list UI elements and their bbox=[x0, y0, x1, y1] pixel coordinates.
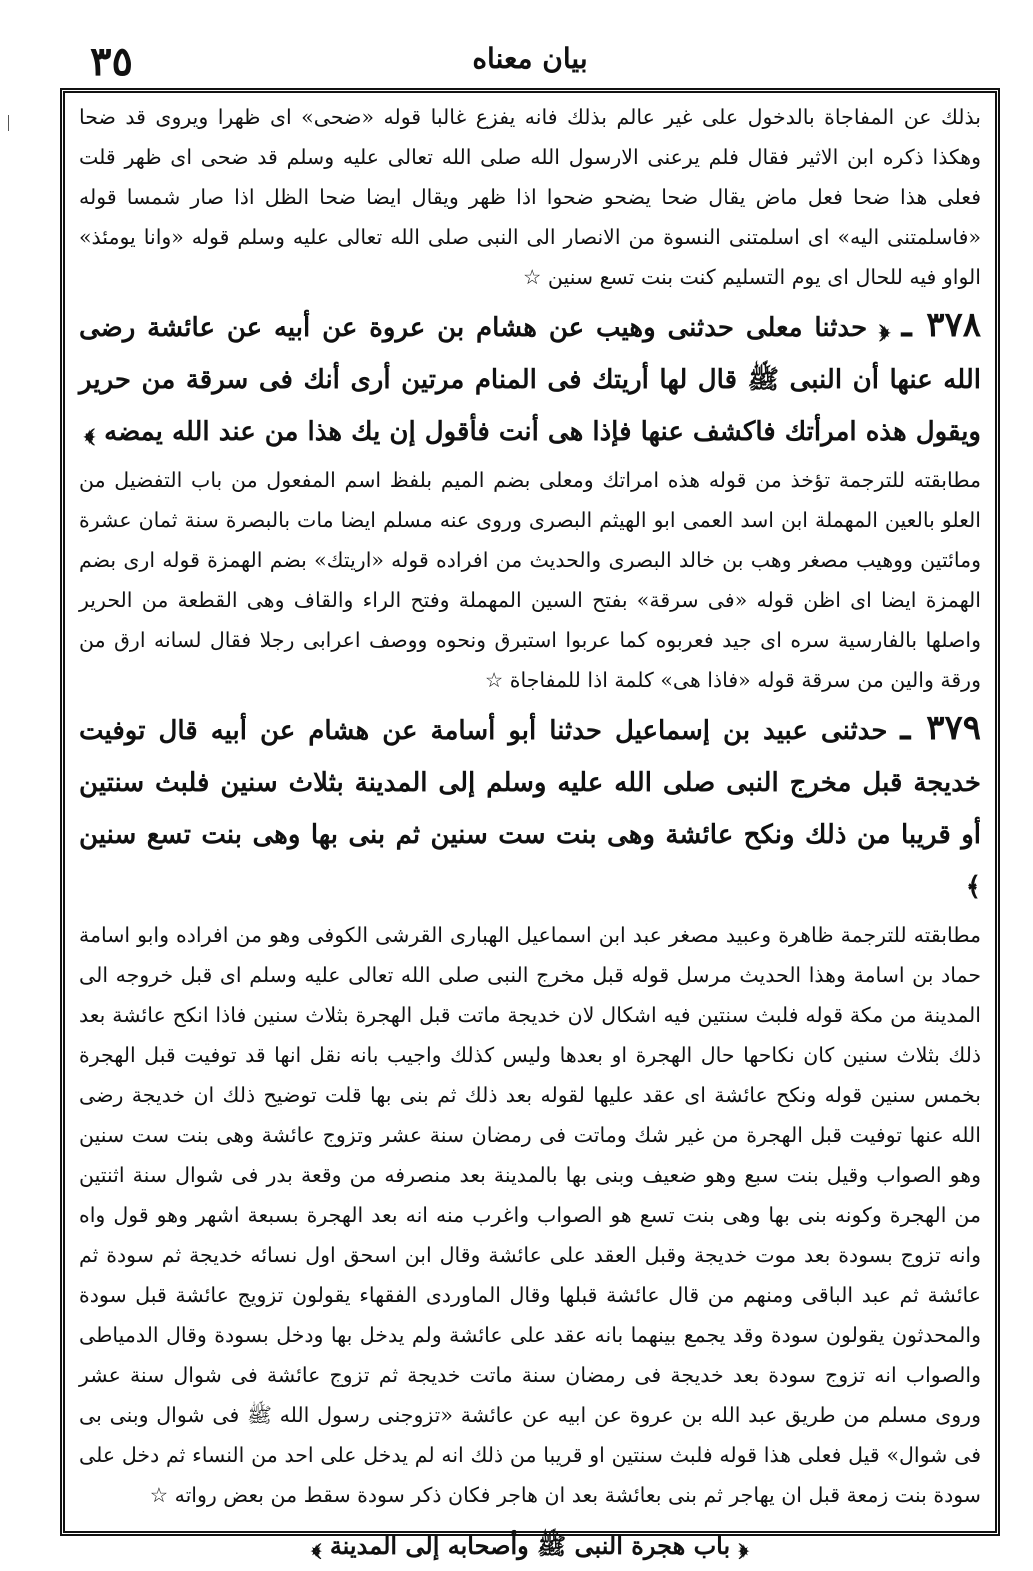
hadith-378 bbox=[79, 299, 981, 458]
page-header bbox=[60, 30, 1000, 86]
text-frame bbox=[60, 88, 1000, 1560]
page-content bbox=[79, 97, 981, 1560]
chapter-heading: ﴿ باب هجرة النبى ﷺ وأصحابه إلى المدينة ﴾ bbox=[311, 1531, 749, 1560]
hadith-379 bbox=[79, 702, 981, 913]
hadith-number: ٣٧٨ ـ bbox=[901, 305, 981, 345]
page-number: ٣٥ bbox=[90, 38, 133, 85]
commentary-paragraph: مطابقته للترجمة ظاهرة وعبيد مصغر عبد ابن اسماعيل الهبارى القرشى الكوفى وهو من افراده وابو اسامة حماد بن اسامة وهذا الحديث مرسل قوله قبل مخرج النبى صلى الله تعالى عليه وسلم اى قبل خروجه الى المدينة من مكة قوله فلبث سنتين فيه اشكال لان خديجة ماتت قبل الهجرة بثلاث سنين فاذا انكح عائشة بعد ذلك بثلاث سنين كان نكاحها حال الهجرة او بعدها وليس كذلك واجيب بانه نقل انها قد توفيت قبل الهجرة بخمس سنين قوله ونكح عائشة اى عقد عليها لقوله بعد ذلك ثم بنى بها قلت توضيح ذلك ان خديجة رضى الله عنها توفيت قبل الهجرة من غير شك وماتت فى رمضان سنة عشر وتزوج عائشة وهى بنت ست سنين وهو الصواب وقيل بنت سبع وهو ضعيف وبنى بها بالمدينة بعد منصرفه من وقعة بدر فى شوال سنة اثنتين من الهجرة وكونه بنى بها وهى بنت تسع هو الصواب واغرب منه انه بعد الهجرة بسبعة اشهر وهو قول واه وانه تزوج بسودة بعد موت خديجة وقبل العقد على عائشة وقال ابن اسحق اول نسائه خديجة ثم سودة ثم عائشة ثم عبد الباقى ومنهم من قال عائشة قبلها وقال الماوردى الفقهاء يقولون تزويج عائشة قبل سودة والمحدثون يقولون سودة وقد يجمع بينهما بانه عقد على عائشة ولم يدخل بها ودخل بسودة وقال الدمياطى والصواب انه تزوج سودة بعد خديجة فى رمضان سنة ماتت خديجة ثم تزوج عائشة فى شوال سنة عشر وروى مسلم من طريق عبد الله بن عروة عن ابيه عن عائشة «تزوجنى رسول الله ﷺ فى شوال وبنى بى فى شوال» قيل فعلى هذا قوله فلبث سنتين او قريبا من ذلك انه لم يدخل على احد من النساء ثم دخل على سودة بنت زمعة قبل ان يهاجر ثم بنى بعائشة بعد ان هاجر فكان ذكر سودة سقط من بعض رواته ☆ bbox=[79, 923, 981, 1507]
margin-mark bbox=[8, 115, 15, 131]
hadith-text: ﴿ حدثنا معلى حدثنى وهيب عن هشام بن عروة عن أبيه عن عائشة رضى الله عنها أن النبى ﷺ قال لها أريتك فى المنام مرتين أرى أنك فى سرقة من حرير ويقول هذه امرأتك فاكشف عنها فإذا هى أنت فأقول إن يك هذا من عند الله يمضه ﴾ bbox=[79, 313, 981, 447]
running-title: بيان معناه bbox=[472, 42, 588, 75]
hadith-number: ٣٧٩ ـ bbox=[900, 708, 981, 748]
commentary-paragraph: مطابقته للترجمة تؤخذ من قوله هذه امراتك ومعلى بضم الميم بلفظ اسم المفعول من باب التفضيل من العلو بالعين المهملة ابن اسد العمى ابو الهيثم البصرى وروى عنه مسلم ايضا مات بالبصرة سنة ثمان عشرة ومائتين ووهيب مصغر وهب بن خالد البصرى والحديث من افراده قوله «اريتك» بضم الهمزة قوله ارى بضم الهمزة ايضا اى اظن قوله «فى سرقة» بفتح السين المهملة وفتح الراء والقاف وهى القطعة من الحرير واصلها بالفارسية سره اى جيد فعربوه كما عربوا استبرق ونحوه ووصف اعرابى رجلا فقال لسانه ارق من ورقة والين من سرقة قوله «فاذا هى» كلمة اذا للمفاجاة ☆ bbox=[79, 468, 981, 692]
hadith-text: حدثنى عبيد بن إسماعيل حدثنا أبو أسامة عن هشام عن أبيه قال توفيت خديجة قبل مخرج النبى صلى الله عليه وسلم إلى المدينة بثلاث سنين فلبث سنتين أو قريبا من ذلك ونكح عائشة وهى بنت ست سنين ثم بنى بها وهى بنت تسع سنين ﴾ bbox=[79, 716, 981, 902]
commentary-paragraph: بذلك عن المفاجاة بالدخول على غير عالم بذلك فانه يفزع غالبا قوله «ضحى» اى ظهرا ويروى قد ضحا وهكذا ذكره ابن الاثير فقال فلم يرعنى الارسول الله صلى الله تعالى عليه وسلم قد ضحى اى ظهر قلت فعلى هذا ضحا فعل ماض يقال ضحا يضحو ضحوا اذا ظهر ويقال ايضا ضحا الظل اذا صار شمسا قوله «فاسلمتنى اليه» اى اسلمتنى النسوة من الانصار الى النبى صلى الله تعالى عليه وسلم قوله «وانا يومئذ» الواو فيه للحال اى يوم التسليم كنت بنت تسع سنين ☆ bbox=[79, 105, 981, 289]
